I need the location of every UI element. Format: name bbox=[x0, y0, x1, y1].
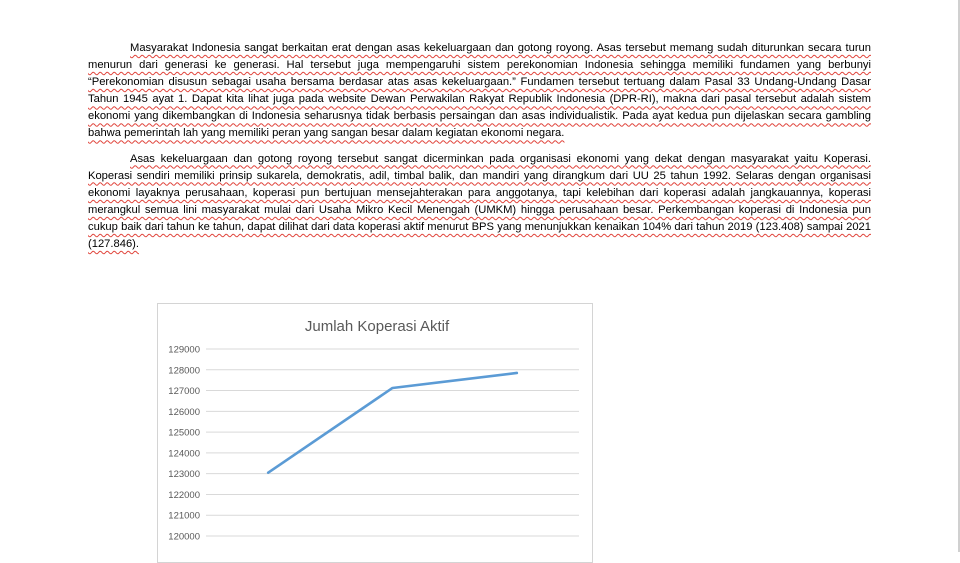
y-tick-label: 125000 bbox=[168, 427, 200, 439]
y-tick-label: 124000 bbox=[168, 448, 200, 460]
chart-title: Jumlah Koperasi Aktif bbox=[304, 318, 450, 335]
line-chart bbox=[158, 304, 592, 562]
y-tick-label: 129000 bbox=[168, 344, 200, 356]
y-tick-label: 128000 bbox=[168, 365, 200, 377]
series-lines bbox=[267, 372, 518, 474]
y-tick-label: 122000 bbox=[168, 489, 200, 501]
y-tick-label: 121000 bbox=[168, 510, 200, 522]
document-body bbox=[88, 40, 871, 261]
y-tick-label: 120000 bbox=[168, 531, 200, 543]
y-tick-label: 126000 bbox=[168, 406, 200, 418]
data-point[interactable] bbox=[267, 472, 269, 474]
paragraph-2[interactable]: Asas kekeluargaan dan gotong royong tersebut sangat dicerminkan pada organisasi ekonomi yang dekat dengan masyarakat yaitu Koperasi. Koperasi sendiri memiliki prinsip sukarela, demokratis, adil, timbal balik, dan mandiri yang dirangkum dari UU 25 tahun 1992. Selaras dengan organisasi ekonomi layaknya perusahaan, koperasi pun bertujuan mensejahterakan para anggotanya, tapi kelebihan dari koperasi adalah jangkauannya, koperasi merangkul semua lini masyarakat mulai dari Usaha Mikro Kecil Menengah (UMKM) hingga perusahaan besar. Perkembangan koperasi di Indonesia pun cukup baik dari tahun ke tahun, dapat dilihat dari data koperasi aktif menurut BPS yang menunjukkan kenaikan 104% dari tahun 2019 (123.408) sampai 2021 (127.846). bbox=[88, 152, 871, 251]
data-point[interactable] bbox=[516, 372, 518, 374]
gridlines bbox=[206, 349, 579, 536]
y-tick-label: 127000 bbox=[168, 386, 200, 398]
paragraph-1[interactable]: Masyarakat Indonesia sangat berkaitan erat dengan asas kekeluargaan dan gotong royong. Asas tersebut memang sudah diturunkan secara turun menurun dari generasi ke generasi. Hal tersebut juga mempengaruhi sistem perekonomian Indonesia sehingga memiliki fundamen yang berbunyi “Perekonomian disusun sebagai usaha bersama berdasar atas asas kekeluargaan.” Fundamen tersebut tertuang dalam Pasal 33 Undang-Undang Dasar Tahun 1945 ayat 1. Dapat kita lihat juga pada website Dewan Perwakilan Rakyat Republik Indonesia (DPR-RI), makna dari pasal tersebut adalah sistem ekonomi yang dikembangkan di Indonesia seharusnya tidak berbasis persaingan dan asas individualistik. Pada ayat kedua pun dijelaskan secara gambling bahwa pemerintah lah yang memiliki peran yang sangan besar dalam kegiatan ekonomi negara. bbox=[88, 42, 871, 140]
y-tick-labels bbox=[168, 345, 200, 543]
data-point[interactable] bbox=[392, 387, 394, 389]
y-tick-label: 123000 bbox=[168, 469, 200, 481]
chart-frame[interactable] bbox=[157, 303, 593, 563]
